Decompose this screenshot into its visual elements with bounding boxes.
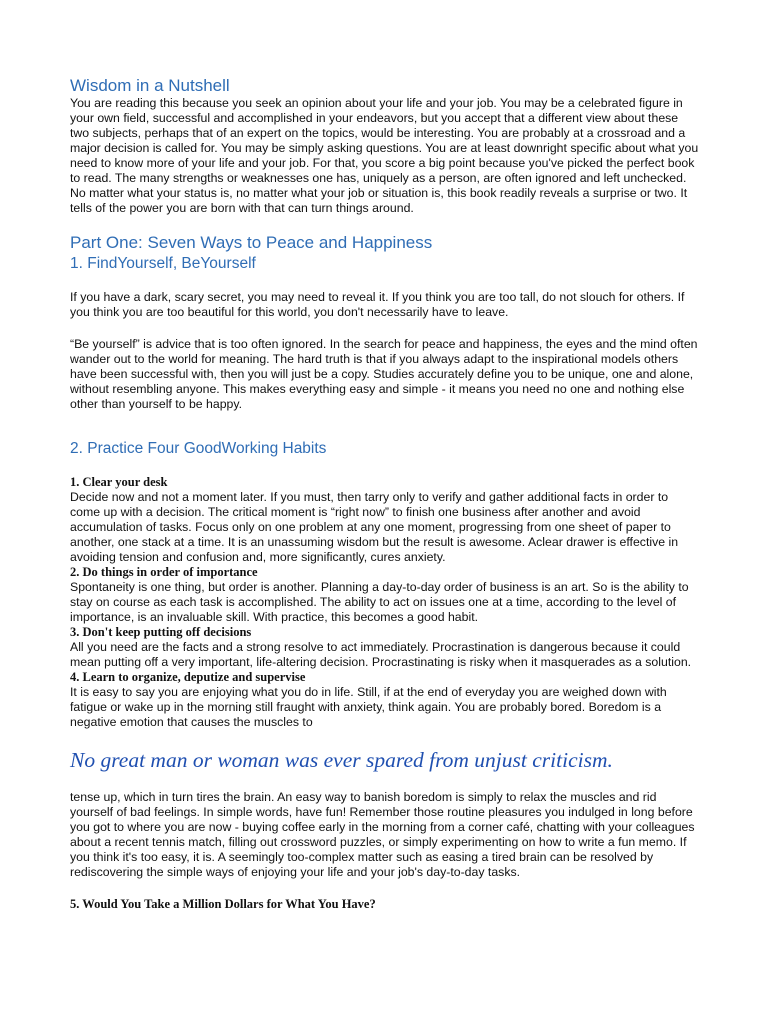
habit-2-heading: 2. Do things in order of importance bbox=[70, 565, 258, 579]
pull-quote: No great man or woman was ever spared from unjust criticism. bbox=[70, 748, 613, 772]
habit-3-text: All you need are the facts and a strong resolve to act immediately. Procrastination is dangerous because it could mean putting off a very important, life-altering decision. Procrastinating is risky when it masquerades as a solution. bbox=[70, 640, 692, 669]
section-1-paragraph-2: “Be yourself” is advice that is too often ignored. In the search for peace and happiness, the eyes and the mind often wander out to the world for meaning. The hard truth is that if you always adapt to the inspirational models others have been successful with, then you will just be a copy. Studies accurately define you to be unique, one and alone, without resembling anyone. This makes everything easy and simple - it means you need no one and nothing else other than yourself to be happy. bbox=[70, 337, 698, 411]
continuation-paragraph: tense up, which in turn tires the brain. An easy way to banish boredom is simply to relax the muscles and rid yourself of bad feelings. In simple words, have fun! Remember those routine pleasures you indulged in long before you got to where you are now - buying coffee early in the morning from a corner café, chatting with your colleagues about a recent tennis match, filling out crossword puzzles, or simply experimenting on how to write a fun memo. If you think it's too easy, it is. A seemingly too-complex matter such as easing a tired brain can be resolved by rediscovering the simple ways of enjoying your life and your job's day-to-day tasks. bbox=[70, 790, 695, 879]
habit-4-text: It is easy to say you are enjoying what you do in life. Still, if at the end of everyday you are weighed down with fatigue or wake up in the morning still fraught with anxiety, think again. You are probably bored. Boredom is a negative emotion that causes the muscles to bbox=[70, 685, 667, 729]
habit-3-heading: 3. Don't keep putting off decisions bbox=[70, 625, 252, 639]
habit-4-heading: 4. Learn to organize, deputize and supervise bbox=[70, 670, 306, 684]
habit-2-text: Spontaneity is one thing, but order is another. Planning a day-to-day order of business is an art. So is the ability to stay on course as each task is accomplished. The ability to act on issues one at a time, according to the level of importance, is an invaluable skill. With practice, this becomes a good habit. bbox=[70, 580, 689, 624]
section-1-heading: 1. FindYourself, BeYourself bbox=[70, 255, 256, 272]
intro-paragraph: You are reading this because you seek an opinion about your life and your job. You may be a celebrated figure in your own field, successful and accomplished in your endeavors, but you accept that a different view about these two subjects, perhaps that of an expert on the topics, would be interesting. You are probably at a crossroad and a major decision is called for. You may be simply asking questions. You are at least downright specific about what you need to know more of your life and your job. For that, you score a big point because you've picked the perfect book to read. The many strengths or weaknesses one has, uniquely as a person, are often ignored and left unchecked. No matter what your status is, no matter what your job or situation is, this book readily reveals a surprise or two. It tells of the power you are born with that can turn things around. bbox=[70, 96, 699, 215]
part-one-heading: Part One: Seven Ways to Peace and Happiness bbox=[70, 233, 433, 252]
section-2-heading: 2. Practice Four GoodWorking Habits bbox=[70, 440, 327, 457]
document-content bbox=[70, 76, 700, 912]
habit-1-text: Decide now and not a moment later. If you must, then tarry only to verify and gather additional facts in order to come up with a decision. The critical moment is “right now” to finish one business after another and avoid accumulation of tasks. Focus only on one problem at any one moment, progressing from one sheet of paper to another, one stack at a time. It is an unassuming wisdom but the result is awesome. Aclear drawer is effective in avoiding tension and confusion and, more significantly, cures anxiety. bbox=[70, 490, 679, 564]
section-1-paragraph-1: If you have a dark, scary secret, you may need to reveal it. If you think you are too tall, do not slouch for others. If you think you are too beautiful for this world, you don't necessarily have to leave. bbox=[70, 290, 685, 319]
intro-heading: Wisdom in a Nutshell bbox=[70, 76, 230, 95]
habit-1-heading: 1. Clear your desk bbox=[70, 475, 168, 489]
section-5-heading: 5. Would You Take a Million Dollars for What You Have? bbox=[70, 897, 376, 911]
